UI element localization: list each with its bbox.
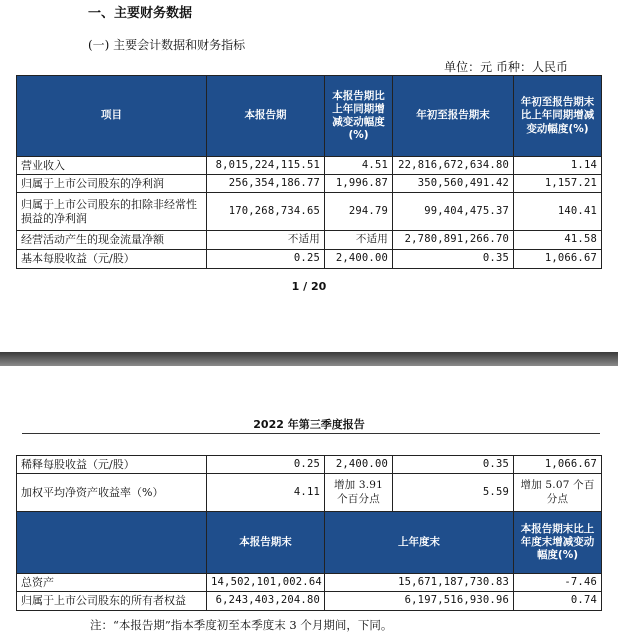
table-cell: 1,066.67: [514, 250, 602, 269]
table-cell: 2,780,891,266.70: [393, 231, 514, 250]
table-cell: 8,015,224,115.51: [207, 157, 325, 175]
financial-data-table: [16, 75, 602, 269]
table-cell: -7.46: [514, 574, 602, 592]
column-header: 本报告期末比上年度末增减变动幅度(%): [514, 512, 602, 574]
row-label: 基本每股收益（元/股）: [17, 250, 207, 269]
table-row: [17, 157, 602, 175]
section-title: 一、主要财务数据: [88, 6, 193, 21]
column-header: 年初至报告期末比上年同期增减变动幅度(%): [514, 76, 602, 157]
table-cell: 294.79: [325, 193, 393, 231]
row-label: 营业收入: [17, 157, 207, 175]
table-cell: 6,243,403,204.80: [207, 592, 325, 611]
page-number: 1 / 20: [291, 280, 327, 293]
table-row: [17, 456, 602, 474]
table-cell: 1,066.67: [514, 456, 602, 474]
table-cell: 256,354,186.77: [207, 175, 325, 193]
table-cell: 0.25: [207, 456, 325, 474]
unit-line: 单位：元 币种：人民币: [444, 60, 568, 74]
table-cell: 0.35: [393, 250, 514, 269]
table-row: [17, 250, 602, 269]
table-row: [17, 574, 602, 592]
balance-sheet-table: [16, 511, 602, 611]
table-cell: 1.14: [514, 157, 602, 175]
table-cell: 0.74: [514, 592, 602, 611]
report-header: 2022 年第三季度报告: [253, 418, 365, 431]
table-cell: 41.58: [514, 231, 602, 250]
column-header: 项目: [17, 76, 207, 157]
row-label: 归属于上市公司股东的所有者权益: [17, 592, 207, 611]
table-cell: 99,404,475.37: [393, 193, 514, 231]
table-cell: 14,502,101,002.64: [207, 574, 325, 592]
footnote: 注：“本报告期”指本季度初至本季度末 3 个月期间，下同。: [90, 618, 393, 632]
table-cell: 350,560,491.42: [393, 175, 514, 193]
subsection-title: (一) 主要会计数据和财务指标: [88, 38, 246, 52]
column-header: [17, 512, 207, 574]
table-cell: 15,671,187,730.83: [325, 574, 514, 592]
row-label: 归属于上市公司股东的净利润: [17, 175, 207, 193]
table-row: [17, 231, 602, 250]
table-cell: 不适用: [325, 231, 393, 250]
row-label: 总资产: [17, 574, 207, 592]
page-divider: [0, 352, 618, 366]
table-cell: 1,996.87: [325, 175, 393, 193]
table-cell: 4.51: [325, 157, 393, 175]
column-header: 本报告期末: [207, 512, 325, 574]
table-cell: 1,157.21: [514, 175, 602, 193]
row-label: 归属于上市公司股东的扣除非经常性损益的净利润: [17, 193, 207, 231]
financial-data-table-continued: [16, 455, 602, 512]
table-cell: 0.35: [393, 456, 514, 474]
column-header: 年初至报告期末: [393, 76, 514, 157]
table-row: [17, 592, 602, 611]
table-row: [17, 193, 602, 231]
table-row: [17, 175, 602, 193]
table-row: [17, 474, 602, 512]
table-cell: 增加 5.07 个百分点: [514, 474, 602, 512]
table-cell: 140.41: [514, 193, 602, 231]
table-header-row: [17, 76, 602, 157]
table-cell: 4.11: [207, 474, 325, 512]
table-cell: 增加 3.91 个百分点: [325, 474, 393, 512]
row-label: 稀释每股收益（元/股）: [17, 456, 207, 474]
table-cell: 6,197,516,930.96: [325, 592, 514, 611]
table-cell: 不适用: [207, 231, 325, 250]
table-cell: 0.25: [207, 250, 325, 269]
column-header: 本报告期: [207, 76, 325, 157]
table-cell: 2,400.00: [325, 250, 393, 269]
header-rule: [22, 433, 600, 434]
table-cell: 5.59: [393, 474, 514, 512]
column-header: 本报告期比上年同期增减变动幅度(%): [325, 76, 393, 157]
table-cell: 22,816,672,634.80: [393, 157, 514, 175]
column-header: 上年度末: [325, 512, 514, 574]
table-cell: 170,268,734.65: [207, 193, 325, 231]
table-header-row: [17, 512, 602, 574]
table-cell: 2,400.00: [325, 456, 393, 474]
row-label: 经营活动产生的现金流量净额: [17, 231, 207, 250]
row-label: 加权平均净资产收益率（%）: [17, 474, 207, 512]
